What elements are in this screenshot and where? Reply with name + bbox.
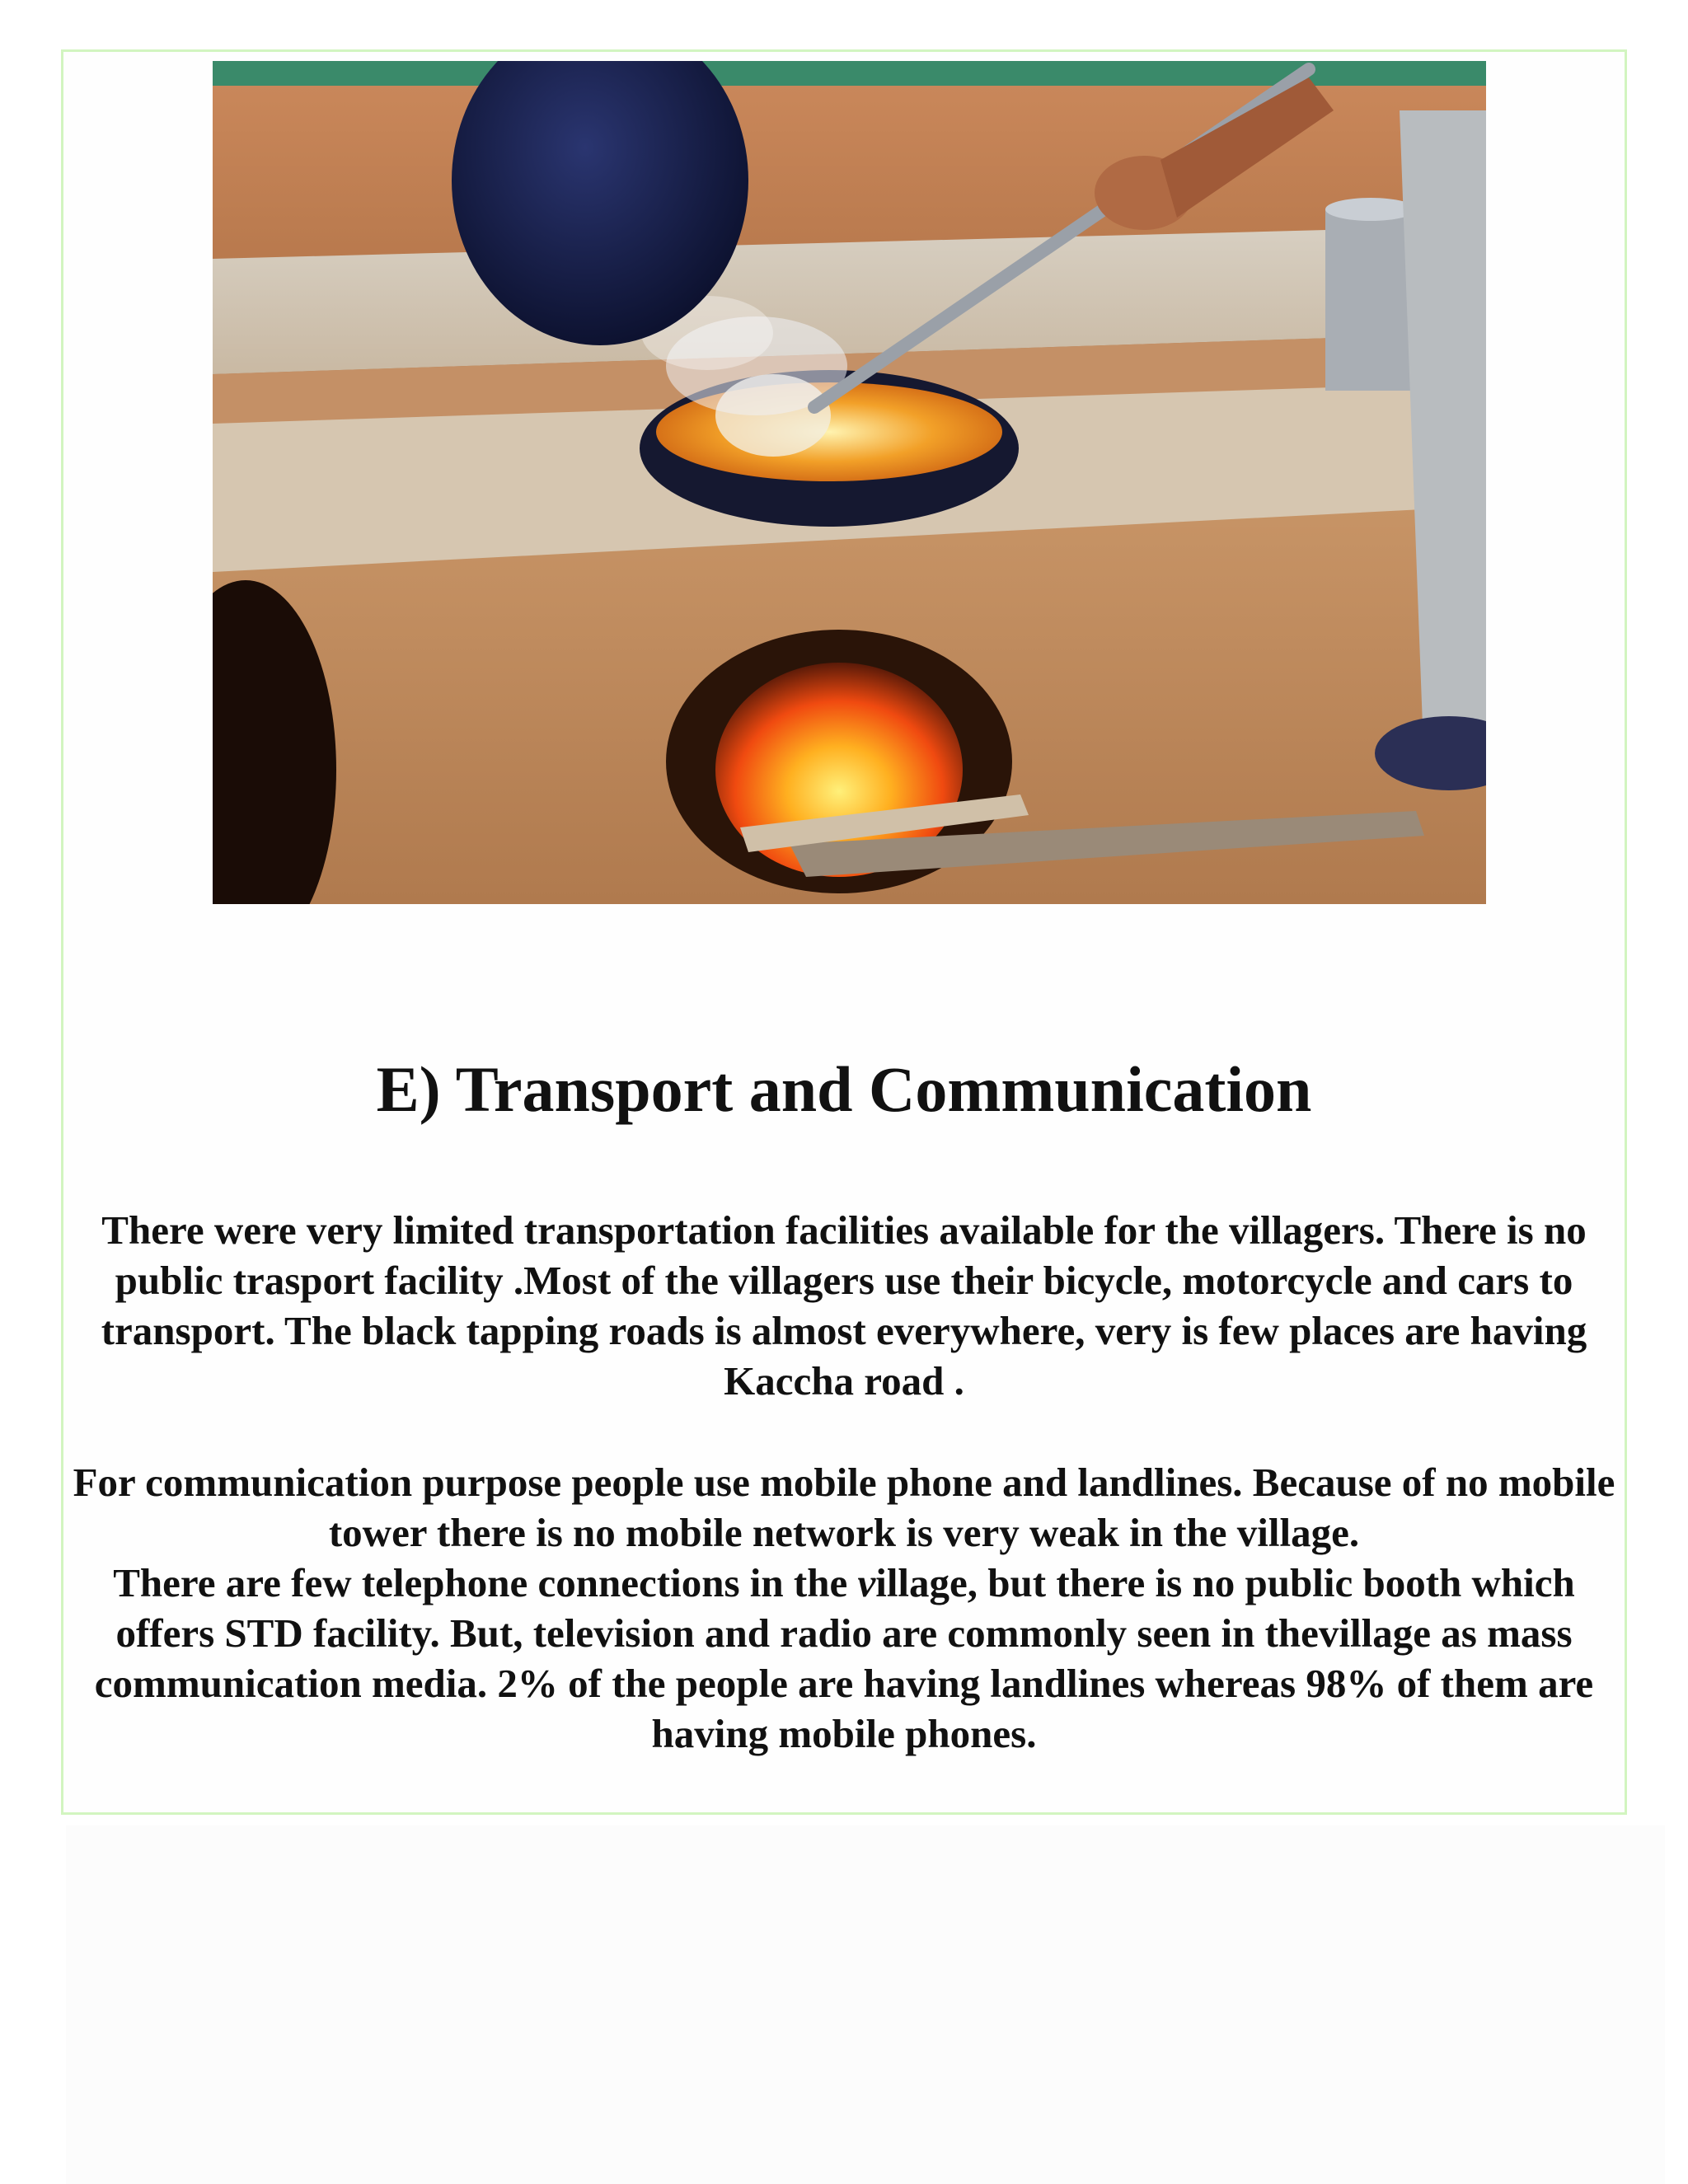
telephone-paragraph <box>71 1558 1617 1759</box>
page-lower-area <box>66 1825 1665 2184</box>
telephone-text-italic: v <box>857 1560 876 1605</box>
cooking-fire-photo <box>213 61 1486 904</box>
section-heading: E) Transport and Communication <box>376 1053 1312 1125</box>
telephone-text-part-1: There are few telephone connections in the <box>113 1560 858 1605</box>
cooking-over-wood-fire-icon <box>213 61 1486 904</box>
transport-paragraph: There were very limited transportation facilities available for the villagers. There is no public trasport facility .Most of the villagers use their bicycle, motorcycle and cars to transport. The black tapping roads is almost everywhere, very is few places are having Kaccha road . <box>101 1207 1587 1404</box>
communication-paragraph: For communication purpose people use mobile phone and landlines. Because of no mobile tower there is no mobile network is very weak in the village. <box>73 1460 1615 1555</box>
telephone-text-part-2: illage, but there is no public booth which offers STD facility. But, television and radio are commonly seen in thevillage as mass communication media. 2% of the people are having landlines whereas 98% of them are having mobile phones. <box>94 1560 1594 1756</box>
